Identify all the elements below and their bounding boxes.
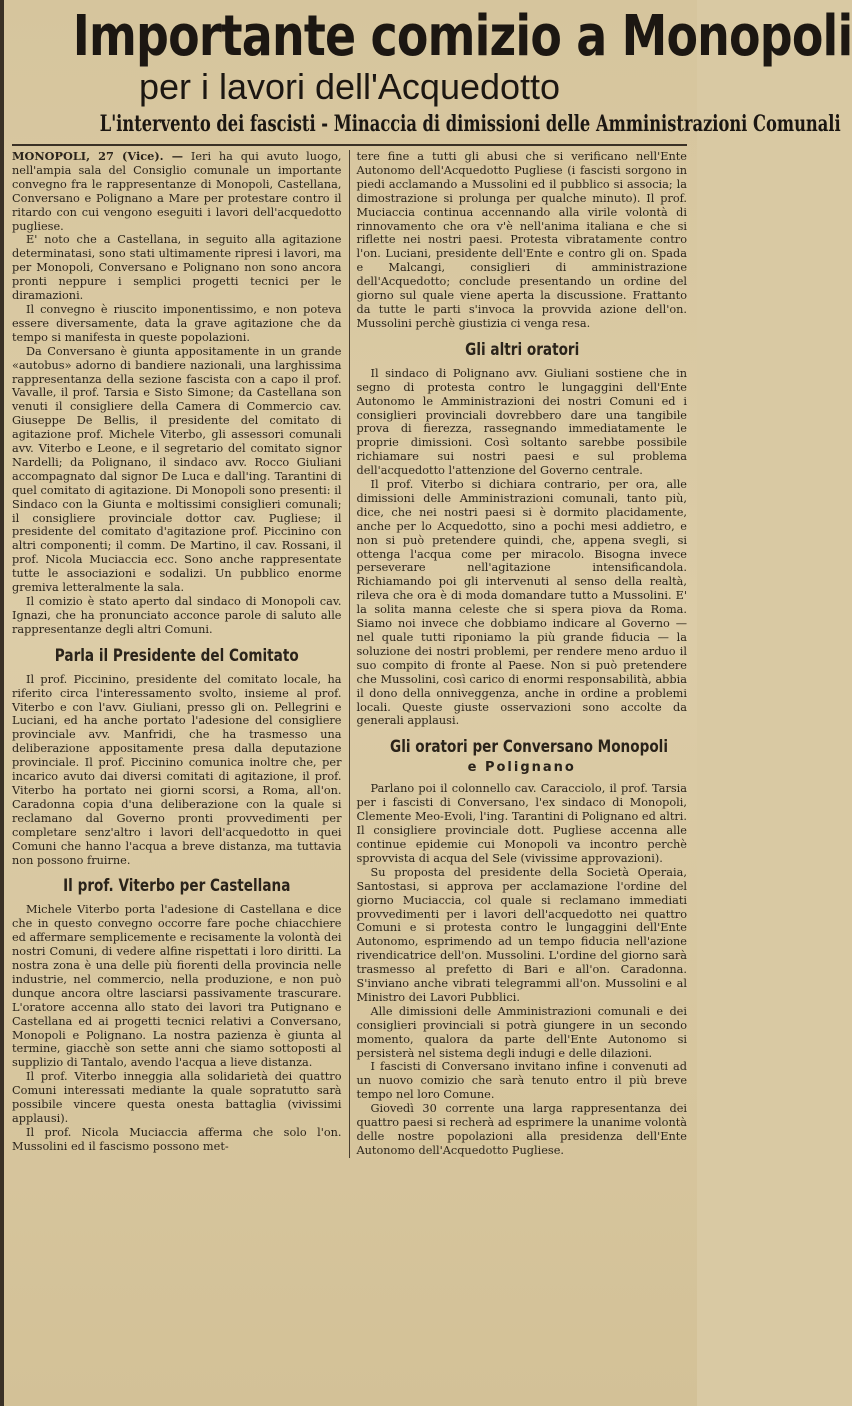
paragraph: Il prof. Nicola Muciaccia afferma che solo l'on. Mussolini ed il fascismo possono met- <box>12 1125 342 1153</box>
paragraph: E' noto che a Castellana, in seguito alla agitazione determinatasi, sono stati ultimamente ripresi i lavori, ma per Monopoli, Conversano e Polignano non sono ancora pronti neppure i semplici progetti tecnici per le diramazioni. <box>12 233 342 303</box>
paragraph: Il prof. Viterbo si dichiara contrario, per ora, alle dimissioni delle Amministrazioni comunali, tanto più, dice, che nei nostri paesi si è dormito placidamente, anche per lo Acquedotto, sino a pochi mesi addietro, e non si può pretendere quindi, che, appena svegli, si ottenga l'acqua come per miracolo. Bisogna invece perseverare nell'agitazione intensificandola. Richiamando poi gli intervenuti al senso della realtà, rileva che ora è di moda domandare tutto a Mussolini. E' la solita manna celeste che si spera piova da Roma. Siamo noi invece che dobbiamo indicare al Governo — nel quale tutti riponiamo la più grande fiducia — la soluzione dei nostri problemi, per rendere meno arduo il suo compito di fronte al Paese. Non si può pretendere che Mussolini, così carico di enormi responsabilità, abbia il dono della onniveggenza, anche in ordine a problemi locali. Queste giuste osservazioni sono accolte da generali applausi. <box>356 478 687 728</box>
paragraph: Giovedì 30 corrente una larga rappresentanza dei quattro paesi si recherà ad esprimere la unanime volontà delle nostre popolazioni alla presidenza dell'Ente Autonomo dell'Acquedotto Pugliese. <box>356 1102 687 1157</box>
paragraph: Il sindaco di Polignano avv. Giuliani sostiene che in segno di protesta contro le lungaggini dell'Ente Autonomo le Amministrazioni dei nostri Comuni ed i consiglieri provinciali dovrebbero dare una tangibile prova di fierezza, rassegnando immediatamente le proprie dimissioni. Così soltanto sarebbe possibile richiamare sui nostri paesi e sul problema dell'acquedotto l'attenzione del Governo centrale. <box>356 366 687 478</box>
section-heading: Gli altri oratori <box>464 339 579 360</box>
paragraph: tere fine a tutti gli abusi che si verificano nell'Ente Autonomo dell'Acquedotto Pugliese (i fascisti sorgono in piedi acclamando a Mussolini ed il pubblico si associa; la dimostrazione si prolunga per qualche minuto). Il prof. Muciaccia continua accennando alla virile volontà di rinnovamento che ora v'è nell'anima italiana e che si riflette nei nostri paesi. Protesta vibratamente contro l'on. Luciani, presidente dell'Ente e contro gli on. Spada e Malcangi, consiglieri di amministrazione dell'Acquedotto; conclude presentando un ordine del giorno sul quale viene aperta la discussione. Frattanto da tutte le parti s'invoca la provvida azione dell'on. Mussolini perchè giustizia ci venga resa. <box>356 150 687 330</box>
paragraph: Su proposta del presidente della Società Operaia, Santostasi, si approva per acclamazione l'ordine del giorno Muciaccia, col quale si reclamano immediati provvedimenti per i lavori dell'acquedotto nei quattro Comuni e si protesta contro le lungaggini dell'Ente Autonomo, esprimendo ad un tempo fiducia nell'azione rivendicatrice dell'on. Mussolini. L'ordine del giorno sarà trasmesso al prefetto di Bari e all'on. Caradonna. S'inviano anche vibrati telegrammi all'on. Mussolini e al Ministro dei Lavori Pubblici. <box>356 865 687 1004</box>
dateline: MONOPOLI, 27 (Vice). — <box>12 149 184 163</box>
left-column <box>12 150 350 1158</box>
page-edge-shadow <box>0 0 4 1406</box>
paragraph: I fascisti di Conversano invitano infine i convenuti ad un nuovo comizio che sarà tenuto entro il più breve tempo nel loro Comune. <box>356 1060 687 1102</box>
article-subhead: per i lavori dell'Acquedotto <box>138 66 561 107</box>
paragraph: Alle dimissioni delle Amministrazioni comunali e dei consiglieri provinciali si potrà giungere in un secondo momento, qualora da parte dell'Ente Autonomo si persisterà nel sistema degli indugi e delle dilazioni. <box>356 1004 687 1060</box>
section-heading: Parla il Presidente del Comitato <box>54 645 299 666</box>
article-kicker: L'intervento dei fascisti - Minaccia di dimissioni delle Amministrazioni Comunali <box>99 111 841 137</box>
paragraph: Da Conversano è giunta appositamente in un grande «autobus» adorno di bandiere nazionali, una larghissima rappresentanza della sezione fascista con a capo il prof. Vavalle, il prof. Tarsia e Sisto Simone; da Castellana son venuti il consigliere della Camera di Commercio cav. Giuseppe De Bellis, il presidente del comitato di agitazione prof. Michele Viterbo, gli assessori comunali avv. Viterbo e Leone, e il segretario del comitato signor Nardelli; da Polignano, il sindaco avv. Rocco Giuliani accompagnato dal signor De Luca e dall'ing. Tarantini di quel comitato di agitazione. Di Monopoli sono presenti: il Sindaco con la Giunta e moltissimi consiglieri comunali; il consigliere provinciale dottor cav. Pugliese; il presidente del comitato d'agitazione prof. Piccinino con altri componenti; il comm. De Martino, il cav. Rossani, il prof. Nicola Muciaccia ecc. Sono anche rappresentate tutte le associazioni e sodalizi. Un pubblico enorme gremiva letteralmente la sala. <box>12 344 342 595</box>
article-headline: Importante comizio a Monopoli <box>72 4 852 69</box>
paragraph: Parlano poi il colonnello cav. Caracciolo, il prof. Tarsia per i fascisti di Conversano, l'ex sindaco di Monopoli, Clemente Meo-Evoli, l'ing. Tarantini di Polignano ed altri. Il consigliere provinciale dott. Pugliese accenna alle continue epidemie cui Monopoli va incontro perchè sprovvista di acqua del Sele (vivissime approvazioni). <box>356 782 687 865</box>
paragraph: Il convegno è riuscito imponentissimo, e non poteva essere diversamente, data la grave agitazione che da tempo si manifesta in queste popolazioni. <box>12 302 342 344</box>
paragraph: Il prof. Viterbo inneggia alla solidarietà dei quattro Comuni interessati mediante la quale sopratutto sarà possibile vincere questa onesta battaglia (vivissimi applausi). <box>12 1070 342 1125</box>
paragraph: Michele Viterbo porta l'adesione di Castellana e dice che in questo convegno occorre fare poche chiacchiere ed affermare semplicemente e recisamente la volontà dei nostri Comuni, di vedere alfine rispettati i loro diritti. La nostra zona è una delle più fiorenti della provincia nelle industrie, nel commercio, nella produzione, e non può dunque ancora oltre lasciarsi passivamente trascurare. L'oratore accenna allo stato dei lavori tra Putignano e Castellana ed ai progetti tecnici relativi a Conversano, Monopoli e Polignano. La nostra pazienza è giunta al termine, giacchè son sette anni che siamo sottoposti al supplizio di Tantalo, avendo l'acqua a lieve distanza. <box>12 903 342 1070</box>
right-column <box>350 150 688 1158</box>
section-heading-continued: e Polignano <box>467 760 576 776</box>
paragraph <box>12 150 342 233</box>
article-body <box>12 150 687 1158</box>
paragraph: Il prof. Piccinino, presidente del comitato locale, ha riferito circa l'interessamento svolto, insieme al prof. Viterbo e con l'avv. Giuliani, presso gli on. Pellegrini e Luciani, ed ha anche portato l'adesione del consigliere provinciale avv. Manfridi, che ha trasmesso una deliberazione appositamente presa dalla deputazione provinciale. Il prof. Piccinino comunica inoltre che, per incarico avuto dai diversi comitati di agitazione, il prof. Viterbo ha portato nei giorni scorsi, a Roma, all'on. Caradonna copia d'una deliberazione con la quale si reclamano dal Governo pronti provvedimenti per completare senz'altro i lavori dell'acquedotto in quei Comuni che hanno l'acqua a breve distanza, ma tuttavia non possono fruirne. <box>12 672 342 867</box>
header-rule <box>12 144 687 146</box>
section-heading: Il prof. Viterbo per Castellana <box>63 876 291 897</box>
paragraph-text: Ieri ha qui avuto luogo, nell'ampia sala del Consiglio comunale un importante convegno fra le rappresentanze di Monopoli, Castellana, Conversano e Polignano a Mare per protestare contro il ritardo con cui vengono eseguiti i lavori dell'acquedotto pugliese. <box>12 150 342 233</box>
paragraph: Il comizio è stato aperto dal sindaco di Monopoli cav. Ignazi, che ha pronunciato acconce parole di saluto alle rappresentanze degli altri Comuni. <box>12 595 342 636</box>
section-heading: Gli oratori per Conversano Monopoli <box>389 737 668 758</box>
